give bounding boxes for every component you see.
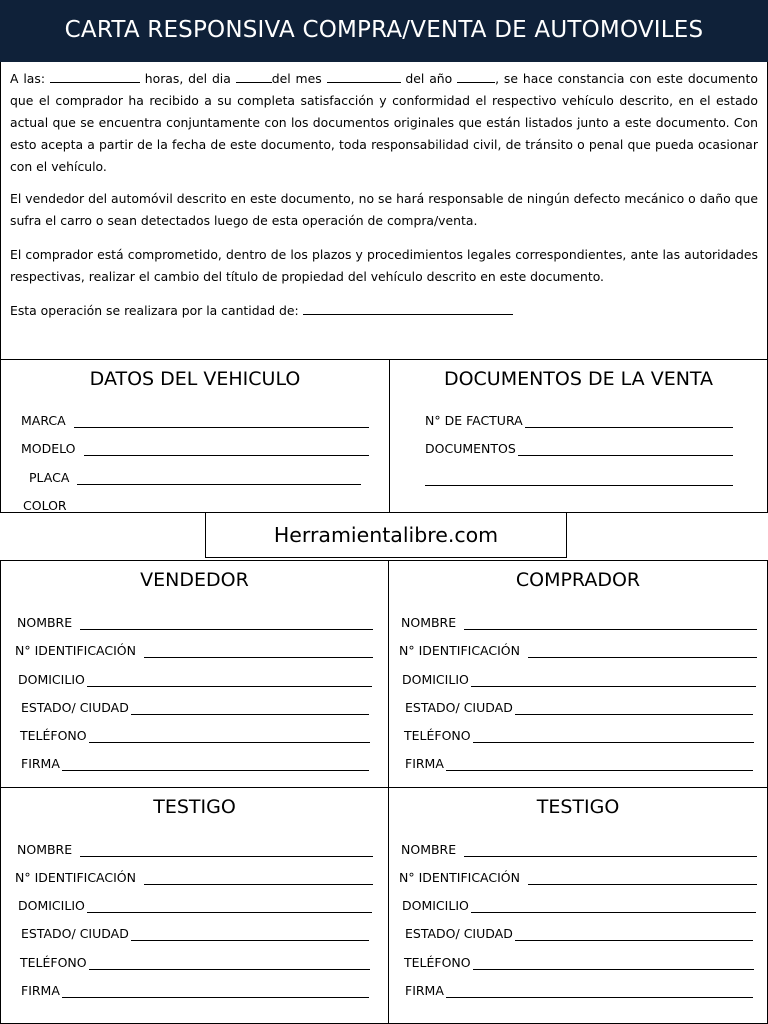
buyer-address-field[interactable]: DOMICILIO (402, 669, 756, 687)
seller-id-field[interactable]: N° IDENTIFICACIÓN (15, 640, 373, 658)
witness-1-signature-field[interactable]: FIRMA (21, 980, 369, 998)
buyer-section (388, 560, 768, 788)
witness-2-signature-field[interactable]: FIRMA (405, 980, 753, 998)
seller-section (0, 560, 389, 788)
sale-documents-section (389, 359, 768, 513)
buyer-state-city-field[interactable]: ESTADO/ CIUDAD (405, 697, 753, 715)
documents-extra-line-1[interactable] (425, 484, 733, 486)
buyer-name-field[interactable]: NOMBRE (401, 612, 757, 630)
witness-2-phone-field[interactable]: TELÉFONO (404, 952, 754, 970)
intro-paragraph-3: El comprador está comprometido, dentro de los plazos y procedimientos legales correspondientes, ante las autoridades respectivas, realizar el cambio del título de propiedad del vehículo descrito en este documento. (10, 247, 758, 284)
buyer-id-field[interactable]: N° IDENTIFICACIÓN (399, 640, 757, 658)
witness-2-name-field[interactable]: NOMBRE (401, 839, 757, 857)
vehicle-data-section (0, 359, 390, 513)
hour-blank[interactable] (50, 69, 140, 83)
seller-title: VENDEDOR (140, 569, 249, 591)
witness-1-phone-field[interactable]: TELÉFONO (20, 952, 370, 970)
buyer-title: COMPRADOR (515, 569, 641, 591)
witness-2-id-field[interactable]: N° IDENTIFICACIÓN (399, 867, 757, 885)
vehicle-color-field[interactable]: COLOR (23, 495, 389, 513)
intro-paragraph-1: A las: horas, del dia del mes del año , se hace constancia con este documento que el comprador ha recibido a su completa satisfacción y conformidad el respectivo vehículo descrito, en el estado actual que se encuentra conjuntamente con los documentos originales que están listados junto a este documento. Con esto acepta a partir de la fecha de este documento, toda responsabilidad civil, de tránsito o penal que pueda ocasionar con el vehículo. (10, 71, 758, 174)
seller-address-field[interactable]: DOMICILIO (18, 669, 372, 687)
witness-1-name-field[interactable]: NOMBRE (17, 839, 373, 857)
vehicle-model-field[interactable]: MODELO (21, 438, 369, 456)
vehicle-plate-field[interactable]: PLACA (29, 467, 361, 485)
intro-section (0, 62, 768, 360)
seller-phone-field[interactable]: TELÉFONO (20, 725, 370, 743)
witness-2-section (388, 787, 768, 1024)
witness-2-title: TESTIGO (536, 796, 620, 818)
document-title: CARTA RESPONSIVA COMPRA/VENTA DE AUTOMOVILES (0, 0, 768, 62)
day-blank[interactable] (236, 69, 272, 83)
year-blank[interactable] (457, 69, 495, 83)
buyer-phone-field[interactable]: TELÉFONO (404, 725, 754, 743)
seller-name-field[interactable]: NOMBRE (17, 612, 373, 630)
witness-1-state-city-field[interactable]: ESTADO/ CIUDAD (21, 923, 369, 941)
month-blank[interactable] (327, 69, 401, 83)
intro-paragraph-2: El vendedor del automóvil descrito en este documento, no se hará responsable de ningún defecto mecánico o daño que sufra el carro o sean detectados luego de esta operación de compra/venta. (10, 191, 758, 228)
documents-field[interactable]: DOCUMENTOS (425, 438, 733, 456)
witness-1-id-field[interactable]: N° IDENTIFICACIÓN (15, 867, 373, 885)
vehicle-section-title: DATOS DEL VEHICULO (89, 368, 301, 390)
website-label: Herramientalibre.com (205, 512, 567, 558)
witness-2-address-field[interactable]: DOMICILIO (402, 895, 756, 913)
witness-1-address-field[interactable]: DOMICILIO (18, 895, 372, 913)
amount-blank[interactable] (303, 301, 513, 315)
documents-section-title: DOCUMENTOS DE LA VENTA (443, 368, 714, 390)
witness-1-section (0, 787, 389, 1024)
buyer-signature-field[interactable]: FIRMA (405, 753, 753, 771)
intro-paragraph-4: Esta operación se realizara por la cantidad de: (10, 300, 758, 322)
vehicle-brand-field[interactable]: MARCA (21, 410, 369, 428)
seller-signature-field[interactable]: FIRMA (21, 753, 369, 771)
witness-2-state-city-field[interactable]: ESTADO/ CIUDAD (405, 923, 753, 941)
invoice-number-field[interactable]: N° DE FACTURA (425, 410, 733, 428)
witness-1-title: TESTIGO (153, 796, 236, 818)
seller-state-city-field[interactable]: ESTADO/ CIUDAD (21, 697, 369, 715)
